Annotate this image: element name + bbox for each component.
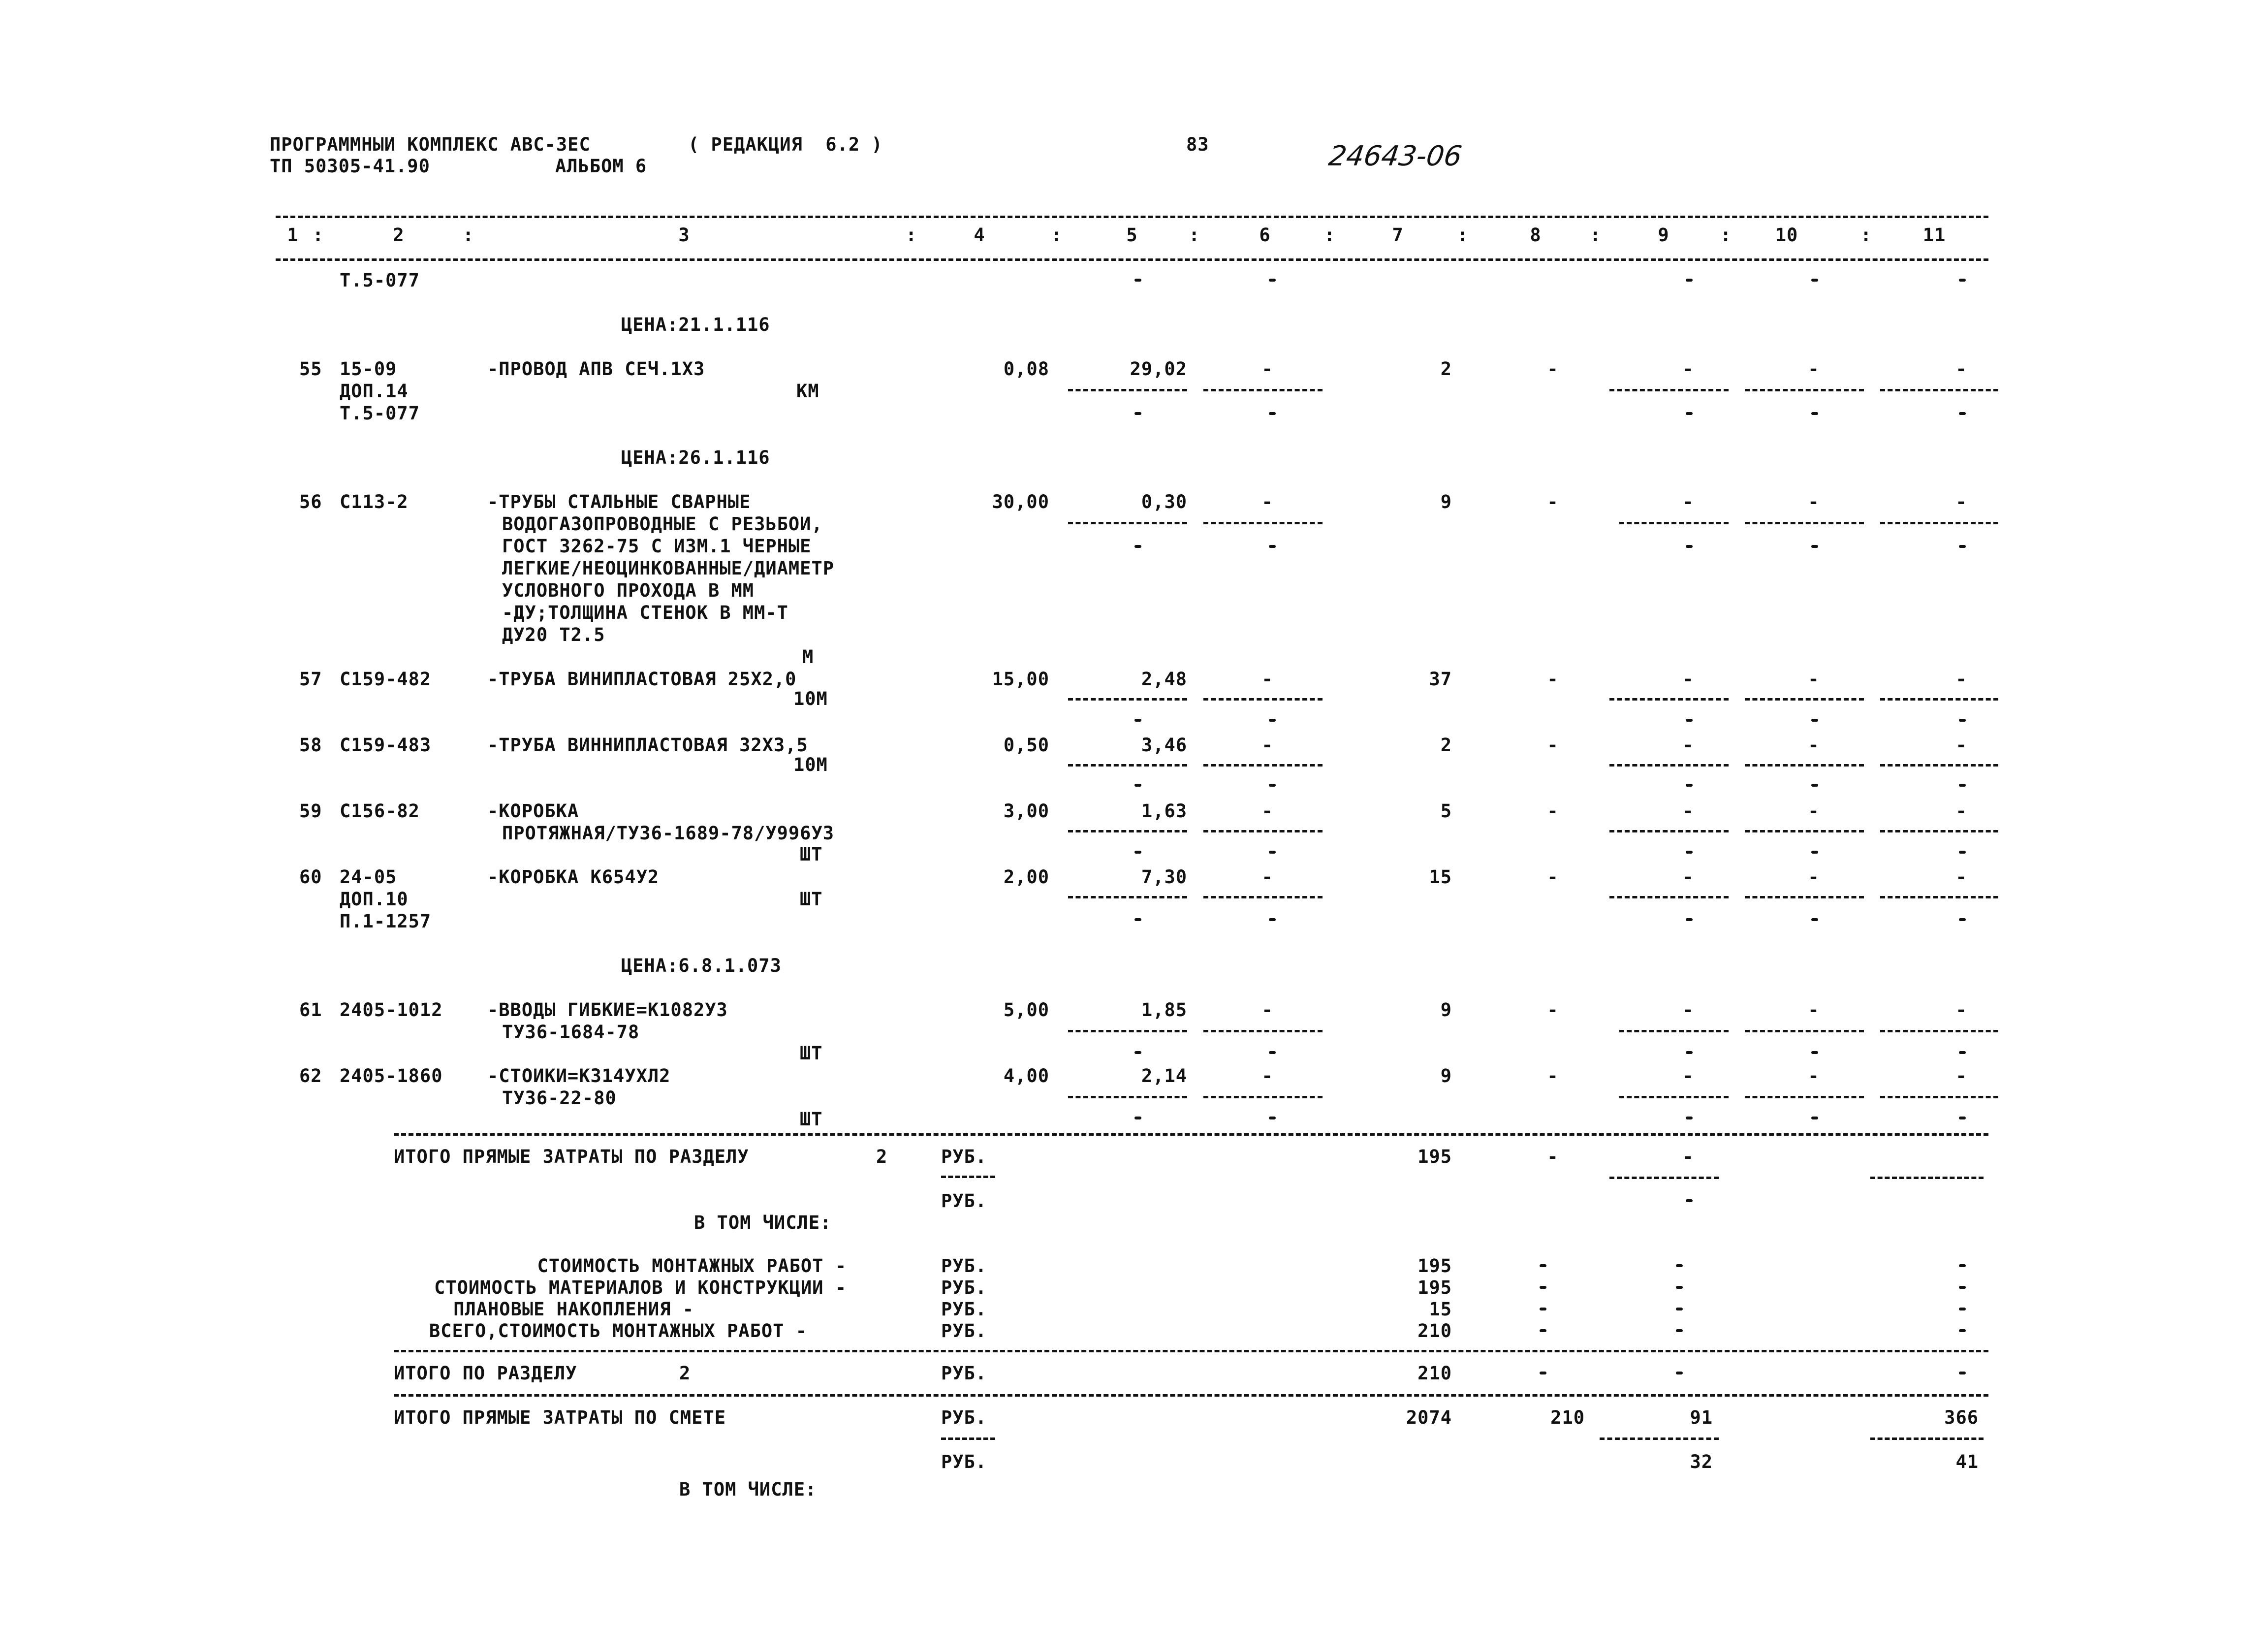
- col-8: 8: [1530, 224, 1542, 246]
- dash-mark: [1134, 784, 1141, 787]
- row-c8: -: [1547, 866, 1559, 888]
- sub-rule: [1068, 830, 1187, 832]
- estimate-c11: 366: [1944, 1407, 1979, 1428]
- row-c10: -: [1808, 866, 1820, 888]
- sub-rule: [1609, 764, 1729, 767]
- dash-mark: [1540, 1308, 1546, 1310]
- currency-label: РУБ.: [941, 1190, 987, 1212]
- dash-mark: [1134, 279, 1141, 282]
- row-code: С156-82: [340, 800, 420, 822]
- row-quantity: 2,00: [1003, 866, 1049, 888]
- sub-rule: [1068, 389, 1187, 391]
- dash-mark: [1269, 719, 1276, 722]
- sub-rule: [1880, 1096, 1998, 1098]
- row-c10: -: [1808, 491, 1820, 512]
- dash-mark: [1686, 1051, 1693, 1054]
- dash-mark: [1134, 851, 1141, 854]
- currency-label: РУБ.: [941, 1299, 987, 1320]
- dash-mark: [1676, 1286, 1683, 1289]
- col-sep: :: [1051, 224, 1063, 246]
- col-10: 10: [1775, 224, 1798, 246]
- row-code: ДОП.10: [340, 889, 409, 910]
- row-c7: 5: [1440, 800, 1452, 822]
- breakdown-value: 195: [1418, 1255, 1452, 1277]
- sub-rule: [1870, 1177, 1984, 1179]
- row-c9: -: [1682, 1065, 1694, 1086]
- row-c9: -: [1682, 999, 1694, 1021]
- edition-label: ( РЕДАКЦИЯ 6.2 ): [688, 134, 883, 155]
- row-price: 1,63: [1141, 800, 1187, 822]
- estimate-c11-sub: 41: [1955, 1451, 1979, 1472]
- row-quantity: 3,00: [1003, 800, 1049, 822]
- dash-mark: [1959, 279, 1966, 282]
- sub-rule: [1609, 698, 1729, 701]
- dash-mark: [1269, 412, 1276, 415]
- dash-mark: [1540, 1329, 1546, 1332]
- row-description: ПРОТЯЖНАЯ/ТУ36-1689-78/У996У3: [502, 823, 835, 844]
- row-quantity: 15,00: [992, 669, 1049, 690]
- price-note: ЦЕНА:21.1.116: [621, 314, 770, 335]
- col-9: 9: [1658, 224, 1670, 246]
- currency-label: РУБ.: [941, 1451, 987, 1472]
- summary-rule: [394, 1350, 1988, 1352]
- breakdown-label: ВСЕГО,СТОИМОСТЬ МОНТАЖНЫХ РАБОТ -: [429, 1320, 807, 1342]
- sub-rule: [1880, 1030, 1998, 1032]
- row-c11: -: [1955, 800, 1967, 822]
- row-number: 59: [299, 800, 322, 822]
- sub-rule: [1203, 522, 1323, 524]
- row-description: -ТРУБА ВИНИПЛАСТОВАЯ 25Х2,0: [487, 669, 797, 690]
- sub-rule: [1203, 389, 1323, 391]
- row-c7: 9: [1440, 1065, 1452, 1086]
- dash-mark: [1811, 545, 1818, 548]
- dash-mark: [1811, 918, 1818, 921]
- row-c11: -: [1955, 735, 1967, 756]
- dash-mark: [1134, 412, 1141, 415]
- dash-mark: [1134, 918, 1141, 921]
- row-code: 2405-1012: [340, 999, 443, 1021]
- dash-mark: [1686, 1117, 1693, 1119]
- sub-rule: [1203, 764, 1323, 767]
- currency-label: РУБ.: [941, 1363, 987, 1384]
- row-code: Т.5-077: [340, 403, 420, 424]
- dash-mark: [1959, 719, 1966, 722]
- row-description: -КОРОБКА К654У2: [487, 866, 660, 888]
- row-number: 56: [299, 491, 322, 512]
- row-unit: ШТ: [800, 1043, 823, 1064]
- dash-mark: [1811, 412, 1818, 415]
- dash-mark: [1811, 719, 1818, 722]
- sub-rule: [1880, 698, 1998, 701]
- dash-cell: -: [1682, 1146, 1694, 1167]
- row-c7: 15: [1429, 866, 1452, 888]
- sub-rule: [1745, 1030, 1864, 1032]
- sub-rule: [1880, 764, 1998, 767]
- dash-mark: [1811, 1051, 1818, 1054]
- dash-mark: [1676, 1264, 1683, 1267]
- col-sep: :: [1720, 224, 1732, 246]
- row-c11: -: [1955, 866, 1967, 888]
- row-c9: -: [1682, 866, 1694, 888]
- album-label: АЛЬБОМ 6: [555, 156, 647, 177]
- sub-rule: [1880, 896, 1998, 898]
- sub-rule: [1068, 1096, 1187, 1098]
- col-7: 7: [1392, 224, 1404, 246]
- sub-rule: [1203, 830, 1323, 832]
- col-sep: :: [1860, 224, 1872, 246]
- dash-mark: [1959, 412, 1966, 415]
- sub-rule: [1745, 389, 1864, 391]
- row-description: -ТРУБА ВИННИПЛАСТОВАЯ 32Х3,5: [487, 735, 808, 756]
- row-quantity: 5,00: [1003, 999, 1049, 1021]
- dash-mark: [1686, 545, 1693, 548]
- price-note: ЦЕНА:26.1.116: [621, 447, 770, 468]
- breakdown-value: 15: [1429, 1299, 1452, 1320]
- sub-rule: [1609, 389, 1729, 391]
- sub-rule: [1600, 1437, 1719, 1440]
- row-description: ДУ20 Т2.5: [502, 624, 605, 645]
- row-code: 2405-1860: [340, 1065, 443, 1086]
- header-rule-bottom: [276, 258, 1988, 261]
- sub-rule: [1068, 764, 1187, 767]
- sub-rule: [1619, 1030, 1729, 1032]
- col-sep: :: [906, 224, 917, 246]
- row-quantity: 30,00: [992, 491, 1049, 512]
- estimate-direct-label: ИТОГО ПРЯМЫЕ ЗАТРАТЫ ПО СМЕТЕ: [394, 1407, 726, 1428]
- row-c6: -: [1261, 735, 1273, 756]
- row-c10: -: [1808, 999, 1820, 1021]
- row-code: С159-482: [340, 669, 432, 690]
- row-code: С159-483: [340, 735, 432, 756]
- row-unit: КМ: [796, 381, 819, 402]
- row-quantity: 0,50: [1003, 735, 1049, 756]
- row-description: -ПРОВОД АПВ СЕЧ.1Х3: [487, 358, 705, 380]
- dash-mark: [1269, 784, 1276, 787]
- row-c8: -: [1547, 1065, 1559, 1086]
- sub-rule: [1609, 896, 1729, 898]
- breakdown-value: 210: [1418, 1320, 1452, 1342]
- col-4: 4: [974, 224, 985, 246]
- row-c8: -: [1547, 735, 1559, 756]
- row-c9: -: [1682, 358, 1694, 380]
- col-sep: :: [1324, 224, 1336, 246]
- col-sep: :: [1590, 224, 1602, 246]
- estimate-c9-sub: 32: [1690, 1451, 1713, 1472]
- section-number: 2: [876, 1146, 888, 1167]
- row-c6: -: [1261, 866, 1273, 888]
- sub-rule: [1068, 896, 1187, 898]
- row-description: ЛЕГКИЕ/НЕОЦИНКОВАННЫЕ/ДИАМЕТР: [502, 558, 835, 579]
- dash-mark: [1959, 1372, 1966, 1374]
- sub-rule: [1870, 1437, 1984, 1440]
- row-number: 55: [299, 358, 322, 380]
- row-c7: 2: [1440, 358, 1452, 380]
- dash-mark: [1540, 1264, 1546, 1267]
- row-c6: -: [1261, 358, 1273, 380]
- sub-rule: [1880, 830, 1998, 832]
- row-c6: -: [1261, 669, 1273, 690]
- row-description: -ВВОДЫ ГИБКИЕ=К1082У3: [487, 999, 728, 1021]
- sub-rule: [1745, 522, 1864, 524]
- row-unit: 10М: [793, 688, 828, 709]
- row-price: 3,46: [1141, 735, 1187, 756]
- dash-mark: [1811, 1117, 1818, 1119]
- row-code: 24-05: [340, 866, 397, 888]
- col-sep: :: [1457, 224, 1469, 246]
- col-1: 1: [287, 224, 299, 246]
- dash-mark: [1811, 279, 1818, 282]
- row-price: 2,14: [1141, 1065, 1187, 1086]
- row-code: П.1-1257: [340, 911, 432, 932]
- row-description: -ДУ;ТОЛЩИНА СТЕНОК В ММ-Т: [502, 602, 788, 623]
- row-unit: ШТ: [800, 844, 823, 865]
- in-total-label: В ТОМ ЧИСЛЕ:: [679, 1479, 817, 1500]
- section-total-label: ИТОГО ПО РАЗДЕЛУ: [394, 1363, 577, 1384]
- sub-rule: [1745, 896, 1864, 898]
- top-reference: Т.5-077: [340, 270, 420, 291]
- sub-rule: [1609, 830, 1729, 832]
- row-code: 15-09: [340, 358, 397, 380]
- row-c9: -: [1682, 491, 1694, 512]
- row-unit: 10М: [793, 754, 828, 775]
- row-c9: -: [1682, 669, 1694, 690]
- page-number: 83: [1186, 134, 1209, 155]
- row-c7: 9: [1440, 491, 1452, 512]
- currency-label: РУБ.: [941, 1277, 987, 1298]
- row-number: 58: [299, 735, 322, 756]
- row-price: 1,85: [1141, 999, 1187, 1021]
- row-c10: -: [1808, 1065, 1820, 1086]
- dash-mark: [1269, 851, 1276, 854]
- currency-label: РУБ.: [941, 1146, 987, 1167]
- handwritten-code: 24643-06: [1326, 140, 1464, 172]
- dash-mark: [1269, 545, 1276, 548]
- row-c8: -: [1547, 800, 1559, 822]
- sub-rule: [1203, 1030, 1323, 1032]
- row-c6: -: [1261, 999, 1273, 1021]
- dash-mark: [1959, 784, 1966, 787]
- row-c10: -: [1808, 735, 1820, 756]
- sub-rule: [1068, 1030, 1187, 1032]
- sub-rule: [1880, 389, 1998, 391]
- breakdown-label: СТОИМОСТЬ МАТЕРИАЛОВ И КОНСТРУКЦИИ -: [434, 1277, 847, 1298]
- dash-mark: [1540, 1372, 1546, 1374]
- sub-rule: [1745, 1096, 1864, 1098]
- dash-mark: [1959, 1286, 1966, 1289]
- project-code: ТП 50305-41.90: [270, 156, 430, 177]
- row-quantity: 0,08: [1003, 358, 1049, 380]
- row-number: 57: [299, 669, 322, 690]
- col-11: 11: [1922, 224, 1946, 246]
- dash-mark: [1959, 851, 1966, 854]
- dash-mark: [1959, 1264, 1966, 1267]
- row-price: 29,02: [1130, 358, 1187, 380]
- row-c8: -: [1547, 669, 1559, 690]
- row-c6: -: [1261, 800, 1273, 822]
- dash-mark: [1269, 1117, 1276, 1119]
- row-c11: -: [1955, 999, 1967, 1021]
- dash-mark: [1686, 412, 1693, 415]
- price-note: ЦЕНА:6.8.1.073: [621, 955, 782, 976]
- row-c8: -: [1547, 358, 1559, 380]
- dash-mark: [1811, 784, 1818, 787]
- row-description: ТУ36-22-80: [502, 1087, 617, 1109]
- col-sep: :: [313, 224, 324, 246]
- row-unit: ШТ: [800, 1109, 823, 1130]
- row-c7: 9: [1440, 999, 1452, 1021]
- row-description: ТУ36-1684-78: [502, 1022, 640, 1043]
- sub-rule: [1880, 522, 1998, 524]
- dash-mark: [1134, 545, 1141, 548]
- dash-mark: [1134, 719, 1141, 722]
- dash-mark: [1676, 1308, 1683, 1310]
- row-c10: -: [1808, 669, 1820, 690]
- sub-rule: [1745, 830, 1864, 832]
- row-description: ВОДОГАЗОПРОВОДНЫЕ С РЕЗЬБОИ,: [502, 513, 823, 535]
- row-price: 0,30: [1141, 491, 1187, 512]
- sub-rule: [1619, 1096, 1729, 1098]
- breakdown-label: СТОИМОСТЬ МОНТАЖНЫХ РАБОТ -: [537, 1255, 847, 1277]
- dash-mark: [1686, 918, 1693, 921]
- dash-mark: [1959, 1117, 1966, 1119]
- sub-rule: [1068, 522, 1187, 524]
- sub-rule: [1203, 1096, 1323, 1098]
- sub-rule: [1203, 698, 1323, 701]
- dash-mark: [1959, 1051, 1966, 1054]
- dash-mark: [1540, 1286, 1546, 1289]
- row-code: С113-2: [340, 491, 409, 512]
- row-number: 60: [299, 866, 322, 888]
- dash-mark: [1134, 1051, 1141, 1054]
- dash-cell: -: [1547, 1146, 1559, 1167]
- sub-rule: [941, 1176, 995, 1178]
- row-c11: -: [1955, 1065, 1967, 1086]
- sub-rule: [1068, 698, 1187, 701]
- sub-rule: [1609, 1177, 1719, 1179]
- sub-rule: [1619, 522, 1729, 524]
- row-c11: -: [1955, 491, 1967, 512]
- summary-rule: [394, 1133, 1988, 1136]
- dash-mark: [1676, 1329, 1683, 1332]
- row-unit: М: [802, 646, 814, 668]
- row-price: 7,30: [1141, 866, 1187, 888]
- row-c8: -: [1547, 999, 1559, 1021]
- dash-mark: [1134, 1117, 1141, 1119]
- dash-mark: [1959, 918, 1966, 921]
- currency-label: РУБ.: [941, 1320, 987, 1342]
- row-c7: 37: [1429, 669, 1452, 690]
- row-c7: 2: [1440, 735, 1452, 756]
- dash-mark: [1959, 545, 1966, 548]
- col-2: 2: [393, 224, 405, 246]
- header-rule-top: [276, 216, 1988, 218]
- in-total-label: В ТОМ ЧИСЛЕ:: [694, 1212, 832, 1233]
- currency-label: РУБ.: [941, 1407, 987, 1428]
- summary-rule: [394, 1394, 1988, 1397]
- dash-mark: [1686, 1199, 1693, 1202]
- col-6: 6: [1259, 224, 1271, 246]
- row-number: 62: [299, 1065, 322, 1086]
- dash-mark: [1686, 719, 1693, 722]
- sub-rule: [1745, 764, 1864, 767]
- row-description: ГОСТ 3262-75 С ИЗМ.1 ЧЕРНЫЕ: [502, 536, 812, 557]
- row-c11: -: [1955, 358, 1967, 380]
- row-c9: -: [1682, 735, 1694, 756]
- row-c9: -: [1682, 800, 1694, 822]
- sub-rule: [1203, 896, 1323, 898]
- dash-mark: [1686, 851, 1693, 854]
- estimate-c9: 91: [1690, 1407, 1713, 1428]
- section-direct-label: ИТОГО ПРЯМЫЕ ЗАТРАТЫ ПО РАЗДЕЛУ: [394, 1146, 749, 1167]
- dash-mark: [1959, 1308, 1966, 1310]
- breakdown-value: 195: [1418, 1277, 1452, 1298]
- dash-mark: [1269, 1051, 1276, 1054]
- row-description: -КОРОБКА: [487, 800, 579, 822]
- col-3: 3: [678, 224, 690, 246]
- row-c6: -: [1261, 491, 1273, 512]
- row-quantity: 4,00: [1003, 1065, 1049, 1086]
- dash-mark: [1269, 279, 1276, 282]
- dash-mark: [1269, 918, 1276, 921]
- row-description: -СТОИКИ=К314УХЛ2: [487, 1065, 671, 1086]
- estimate-c7: 2074: [1406, 1407, 1452, 1428]
- row-c11: -: [1955, 669, 1967, 690]
- dash-mark: [1686, 279, 1693, 282]
- section-total-value: 210: [1418, 1363, 1452, 1384]
- dash-mark: [1686, 784, 1693, 787]
- currency-label: РУБ.: [941, 1255, 987, 1277]
- dash-mark: [1959, 1329, 1966, 1332]
- row-unit: ШТ: [800, 889, 823, 910]
- row-c10: -: [1808, 800, 1820, 822]
- col-5: 5: [1126, 224, 1138, 246]
- row-price: 2,48: [1141, 669, 1187, 690]
- col-sep: :: [1189, 224, 1200, 246]
- section-number: 2: [679, 1363, 691, 1384]
- row-number: 61: [299, 999, 322, 1021]
- row-code: ДОП.14: [340, 381, 409, 402]
- sub-rule: [941, 1437, 995, 1440]
- row-c10: -: [1808, 358, 1820, 380]
- dash-mark: [1811, 851, 1818, 854]
- col-sep: :: [463, 224, 474, 246]
- breakdown-label: ПЛАНОВЫЕ НАКОПЛЕНИЯ -: [453, 1299, 694, 1320]
- row-c8: -: [1547, 491, 1559, 512]
- section-direct-c7: 195: [1418, 1146, 1452, 1167]
- sub-rule: [1745, 698, 1864, 701]
- row-c6: -: [1261, 1065, 1273, 1086]
- row-description: УСЛОВНОГО ПРОХОДА В ММ: [502, 580, 755, 601]
- row-description: -ТРУБЫ СТАЛЬНЫЕ СВАРНЫЕ: [487, 491, 751, 512]
- estimate-c8: 210: [1550, 1407, 1585, 1428]
- program-title: ПРОГРАММНЫИ КОМПЛЕКС АВС-3ЕС: [270, 134, 591, 155]
- dash-mark: [1676, 1372, 1683, 1374]
